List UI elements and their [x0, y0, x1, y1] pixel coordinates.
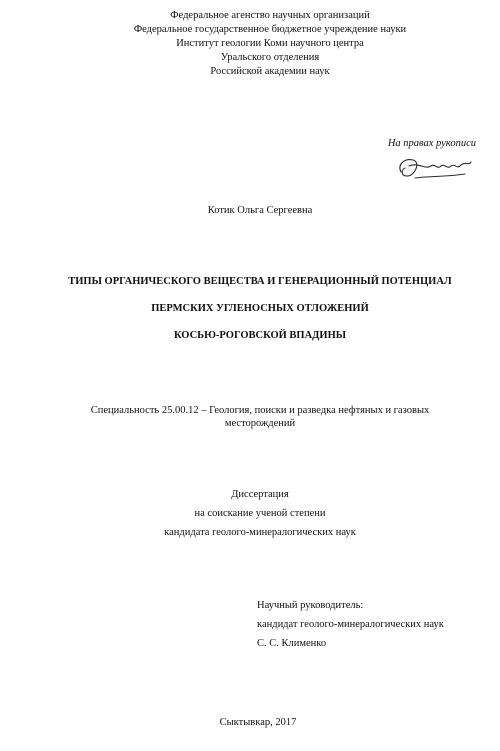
title-line: ПЕРМСКИХ УГЛЕНОСНЫХ ОТЛОЖЕНИЙ	[151, 303, 369, 314]
specialty-info	[10, 404, 500, 430]
dissertation-degree	[10, 485, 500, 542]
specialty-line: месторождений	[224, 418, 296, 429]
header-line: Уральского отделения	[220, 52, 320, 63]
supervisor-line: С. С. Клименко	[257, 638, 327, 649]
supervisor-line: Научный руководитель:	[257, 600, 364, 611]
handwritten-signature	[395, 152, 475, 184]
manuscript-rights-note: На правах рукописи	[387, 138, 476, 149]
header-line: Федеральное агенство научных организаций	[170, 10, 370, 21]
scientific-supervisor	[257, 596, 444, 653]
header-line: Федеральное государственное бюджетное учреждение науки	[133, 24, 407, 35]
thesis-title	[10, 268, 500, 349]
header-line: Институт геологии Коми научного центра	[176, 38, 364, 49]
supervisor-line: кандидат геолого-минералогических наук	[257, 619, 444, 630]
title-line: КОСЬЮ-РОГОВСКОЙ ВПАДИНЫ	[173, 330, 347, 341]
degree-line: Диссертация	[231, 489, 289, 500]
header-line: Российской академии наук	[210, 66, 330, 77]
city-year: Сыктывкар, 2017	[219, 717, 297, 728]
author-name: Котик Ольга Сергеевна	[207, 205, 313, 216]
degree-line: на соискание ученой степени	[194, 508, 326, 519]
title-line: ТИПЫ ОРГАНИЧЕСКОГО ВЕЩЕСТВА И ГЕНЕРАЦИОННЫЙ ПОТЕНЦИАЛ	[68, 276, 452, 287]
organization-header	[20, 9, 500, 79]
degree-line: кандидата геолого-минералогических наук	[164, 527, 356, 538]
specialty-line: Специальность 25.00.12 – Геология, поиски и разведка нефтяных и газовых	[90, 405, 430, 416]
